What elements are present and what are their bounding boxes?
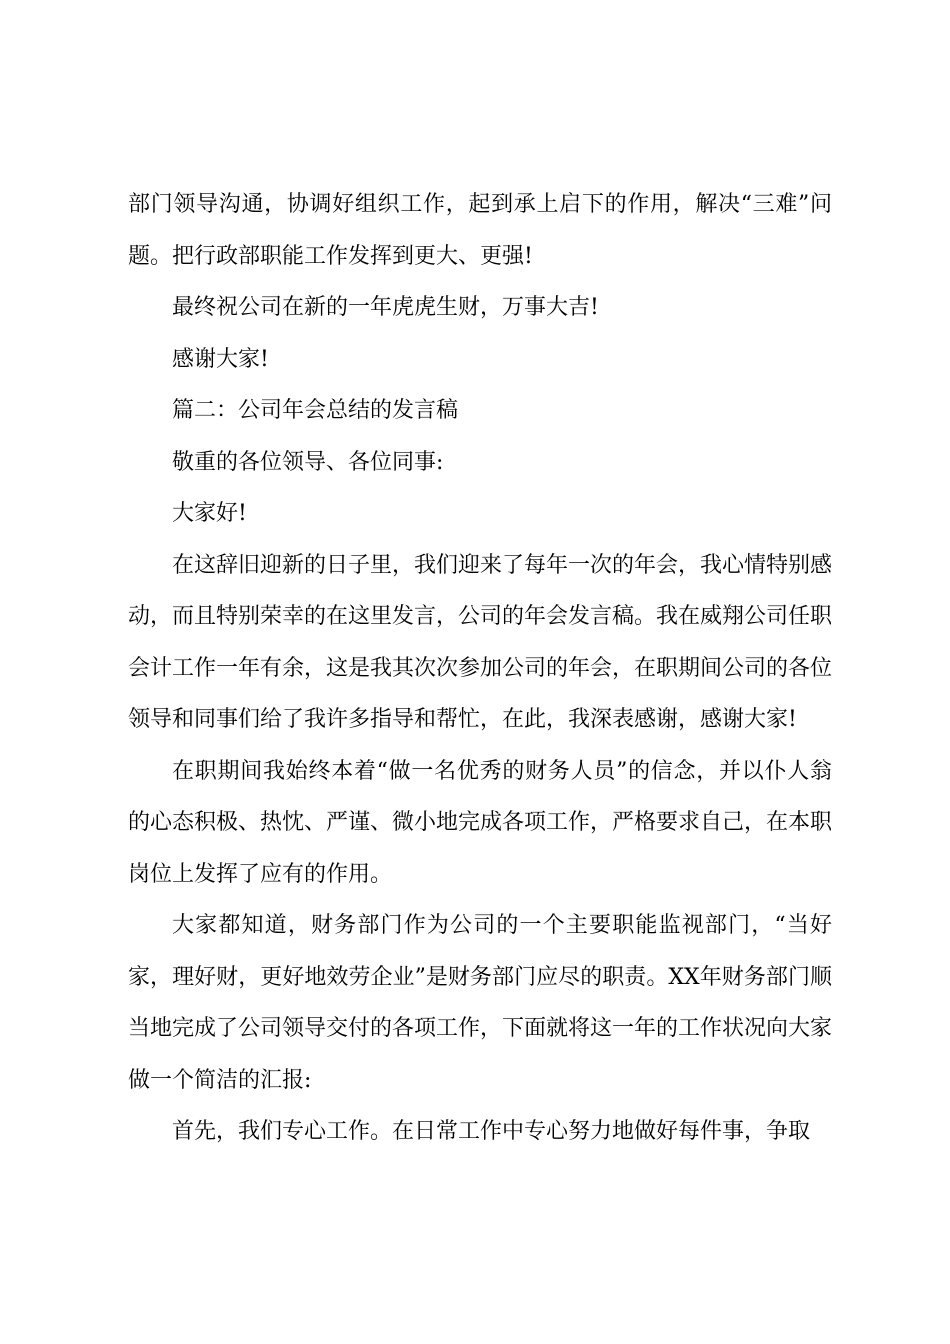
paragraph-closing-wish: 最终祝公司在新的一年虎虎生财，万事大吉!	[172, 295, 599, 320]
paragraph-intro: 在这辞旧迎新的日子里，我们迎来了每年一次的年会，我心情特别感动，而且特别荣幸的在这里发言，公司的年会发言稿。我在威翔公司任职会计工作一年有余，这是我其次次参加公司的年会，在职期间公司的各位领导和同事们给了我许多指导和帮忙，在此，我深表感谢，感谢大家!	[128, 552, 833, 732]
paragraph-continued: 部门领导沟通，协调好组织工作，起到承上启下的作用，解决“三难”问题。把行政部职能工作发挥到更大、更强!	[128, 192, 832, 269]
paragraph-finance-role: 大家都知道，财务部门作为公司的一个主要职能监视部门，“当好家，理好财，更好地效劳企业”是财务部门应尽的职责。XX年财务部门顺当地完成了公司领导交付的各项工作，下面就将这一年的工作状况向大家做一个简洁的汇报:	[128, 913, 833, 1093]
paragraph-greeting: 大家好!	[172, 501, 247, 526]
paragraph-first-point: 首先，我们专心工作。在日常工作中专心努力地做好每件事，争取	[172, 1119, 811, 1144]
document-page	[128, 179, 832, 1158]
section-heading: 篇二：公司年会总结的发言稿	[172, 398, 459, 423]
paragraph-salutation: 敬重的各位领导、各位同事:	[172, 449, 444, 475]
paragraph-belief: 在职期间我始终本着“做一名优秀的财务人员”的信念，并以仆人翁的心态积极、热忱、严谨、微小地完成各项工作，严格要求自己，在本职岗位上发挥了应有的作用。	[128, 758, 833, 887]
paragraph-thanks: 感谢大家!	[172, 346, 269, 372]
